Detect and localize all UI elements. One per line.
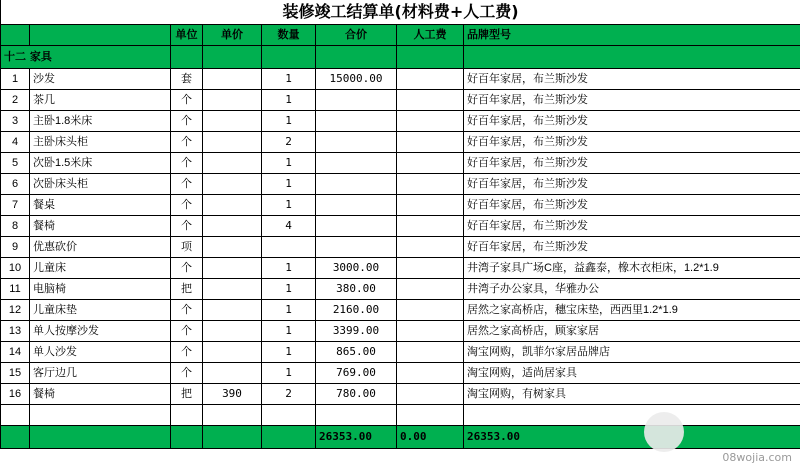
item-total: 380.00 <box>316 279 397 300</box>
watermark-url: 08wojia.com <box>722 451 792 464</box>
row-number: 14 <box>1 342 30 363</box>
item-brand: 居然之家高桥店，顾家家居 <box>464 321 800 342</box>
item-name: 优惠砍价 <box>30 237 171 258</box>
item-total <box>316 153 397 174</box>
row-number: 8 <box>1 216 30 237</box>
table-row <box>1 174 800 195</box>
item-unit: 个 <box>171 174 203 195</box>
item-brand: 井湾子办公家具，华雅办公 <box>464 279 800 300</box>
row-number: 9 <box>1 237 30 258</box>
row-number: 4 <box>1 132 30 153</box>
table-row <box>1 111 800 132</box>
item-quantity: 1 <box>262 195 316 216</box>
item-quantity: 2 <box>262 132 316 153</box>
item-total: 3399.00 <box>316 321 397 342</box>
row-number: 11 <box>1 279 30 300</box>
item-labor <box>397 174 464 195</box>
table-row <box>1 195 800 216</box>
item-unit-price <box>203 174 262 195</box>
item-brand: 好百年家居，布兰斯沙发 <box>464 237 800 258</box>
header-name <box>30 25 171 46</box>
item-total <box>316 216 397 237</box>
row-number: 5 <box>1 153 30 174</box>
item-brand: 淘宝网购，适尚居家具 <box>464 363 800 384</box>
item-brand: 井湾子家具广场C座，益鑫泰，橡木衣柜床，1.2*1.9 <box>464 258 800 279</box>
item-unit: 项 <box>171 237 203 258</box>
table-row <box>1 90 800 111</box>
item-name: 餐椅 <box>30 216 171 237</box>
item-labor <box>397 69 464 90</box>
row-number: 15 <box>1 363 30 384</box>
item-name: 儿童床 <box>30 258 171 279</box>
table-row <box>1 258 800 279</box>
item-quantity: 1 <box>262 300 316 321</box>
item-labor <box>397 90 464 111</box>
header-labor: 人工费 <box>397 25 464 46</box>
item-total <box>316 111 397 132</box>
item-labor <box>397 321 464 342</box>
item-total <box>316 195 397 216</box>
item-unit: 个 <box>171 90 203 111</box>
item-labor <box>397 300 464 321</box>
item-unit-price <box>203 258 262 279</box>
table-row <box>1 69 800 90</box>
row-number: 10 <box>1 258 30 279</box>
item-labor <box>397 384 464 405</box>
row-number: 12 <box>1 300 30 321</box>
item-name: 单人沙发 <box>30 342 171 363</box>
page-title: 装修竣工结算单(材料费+人工费) <box>1 0 800 25</box>
item-labor <box>397 216 464 237</box>
item-brand: 居然之家高桥店，穗宝床垫，西西里1.2*1.9 <box>464 300 800 321</box>
item-quantity: 1 <box>262 363 316 384</box>
row-number: 16 <box>1 384 30 405</box>
item-brand: 好百年家居，布兰斯沙发 <box>464 195 800 216</box>
item-total <box>316 174 397 195</box>
item-unit: 个 <box>171 195 203 216</box>
item-labor <box>397 279 464 300</box>
item-total: 780.00 <box>316 384 397 405</box>
item-quantity: 1 <box>262 279 316 300</box>
item-unit: 个 <box>171 111 203 132</box>
item-unit: 个 <box>171 258 203 279</box>
labor-total: 0.00 <box>397 426 464 449</box>
item-labor <box>397 153 464 174</box>
section-row <box>1 46 800 69</box>
item-name: 沙发 <box>30 69 171 90</box>
item-brand: 好百年家居，布兰斯沙发 <box>464 153 800 174</box>
item-labor <box>397 111 464 132</box>
header-unit: 单位 <box>171 25 203 46</box>
item-labor <box>397 258 464 279</box>
item-unit: 个 <box>171 321 203 342</box>
item-unit-price <box>203 300 262 321</box>
item-quantity: 1 <box>262 258 316 279</box>
header-row <box>1 25 800 46</box>
row-number: 1 <box>1 69 30 90</box>
table-row <box>1 384 800 405</box>
item-name: 餐椅 <box>30 384 171 405</box>
table-row <box>1 216 800 237</box>
table-row <box>1 321 800 342</box>
item-name: 客厅边几 <box>30 363 171 384</box>
item-unit: 个 <box>171 153 203 174</box>
item-labor <box>397 132 464 153</box>
item-unit-price <box>203 90 262 111</box>
item-quantity: 4 <box>262 216 316 237</box>
watermark-logo-icon <box>644 412 684 452</box>
row-number: 2 <box>1 90 30 111</box>
header-unit-price: 单价 <box>203 25 262 46</box>
item-unit: 个 <box>171 300 203 321</box>
item-total: 865.00 <box>316 342 397 363</box>
item-brand: 好百年家居，布兰斯沙发 <box>464 69 800 90</box>
item-quantity: 1 <box>262 342 316 363</box>
item-brand: 好百年家居，布兰斯沙发 <box>464 111 800 132</box>
item-total: 2160.00 <box>316 300 397 321</box>
header-quantity: 数量 <box>262 25 316 46</box>
row-number: 3 <box>1 111 30 132</box>
item-brand: 淘宝网购，有树家具 <box>464 384 800 405</box>
item-unit: 把 <box>171 384 203 405</box>
item-labor <box>397 237 464 258</box>
item-unit-price <box>203 195 262 216</box>
item-total <box>316 237 397 258</box>
item-unit-price <box>203 321 262 342</box>
item-unit: 个 <box>171 132 203 153</box>
item-unit: 套 <box>171 69 203 90</box>
item-unit: 把 <box>171 279 203 300</box>
item-total <box>316 132 397 153</box>
item-unit-price: 390 <box>203 384 262 405</box>
watermark <box>644 412 794 464</box>
item-unit-price <box>203 279 262 300</box>
item-quantity: 1 <box>262 321 316 342</box>
table-row <box>1 342 800 363</box>
table-row <box>1 363 800 384</box>
item-total: 3000.00 <box>316 258 397 279</box>
item-name: 餐桌 <box>30 195 171 216</box>
table-row <box>1 237 800 258</box>
row-number: 7 <box>1 195 30 216</box>
table-row <box>1 300 800 321</box>
row-number: 6 <box>1 174 30 195</box>
item-unit: 个 <box>171 363 203 384</box>
item-quantity: 1 <box>262 153 316 174</box>
item-quantity: 1 <box>262 69 316 90</box>
item-unit-price <box>203 132 262 153</box>
item-unit-price <box>203 153 262 174</box>
item-name: 主卧床头柜 <box>30 132 171 153</box>
item-unit: 个 <box>171 342 203 363</box>
item-quantity: 2 <box>262 384 316 405</box>
item-unit-price <box>203 342 262 363</box>
item-unit-price <box>203 216 262 237</box>
item-brand: 好百年家居，布兰斯沙发 <box>464 174 800 195</box>
item-name: 单人按摩沙发 <box>30 321 171 342</box>
item-labor <box>397 363 464 384</box>
item-unit-price <box>203 111 262 132</box>
grand-total: 26353.00 <box>316 426 397 449</box>
item-name: 主卧1.8米床 <box>30 111 171 132</box>
table-row <box>1 279 800 300</box>
item-unit-price <box>203 363 262 384</box>
item-unit-price <box>203 69 262 90</box>
item-name: 次卧1.5米床 <box>30 153 171 174</box>
item-name: 次卧床头柜 <box>30 174 171 195</box>
item-labor <box>397 342 464 363</box>
item-brand: 好百年家居，布兰斯沙发 <box>464 216 800 237</box>
item-labor <box>397 195 464 216</box>
item-quantity: 1 <box>262 111 316 132</box>
section-label: 十二 家具 <box>1 46 171 69</box>
item-brand: 好百年家居，布兰斯沙发 <box>464 132 800 153</box>
header-no <box>1 25 30 46</box>
item-brand: 淘宝网购，凯菲尔家居品牌店 <box>464 342 800 363</box>
item-total: 769.00 <box>316 363 397 384</box>
item-total: 15000.00 <box>316 69 397 90</box>
table-row <box>1 153 800 174</box>
item-quantity: 1 <box>262 90 316 111</box>
item-name: 电脑椅 <box>30 279 171 300</box>
item-quantity: 1 <box>262 174 316 195</box>
item-unit: 个 <box>171 216 203 237</box>
row-number: 13 <box>1 321 30 342</box>
header-brand: 品牌型号 <box>464 25 800 46</box>
item-name: 儿童床垫 <box>30 300 171 321</box>
header-total: 合价 <box>316 25 397 46</box>
item-total <box>316 90 397 111</box>
item-quantity <box>262 237 316 258</box>
item-unit-price <box>203 237 262 258</box>
table-row <box>1 132 800 153</box>
brand-total: 26353.00 <box>464 426 800 449</box>
item-brand: 好百年家居，布兰斯沙发 <box>464 90 800 111</box>
item-name: 茶几 <box>30 90 171 111</box>
